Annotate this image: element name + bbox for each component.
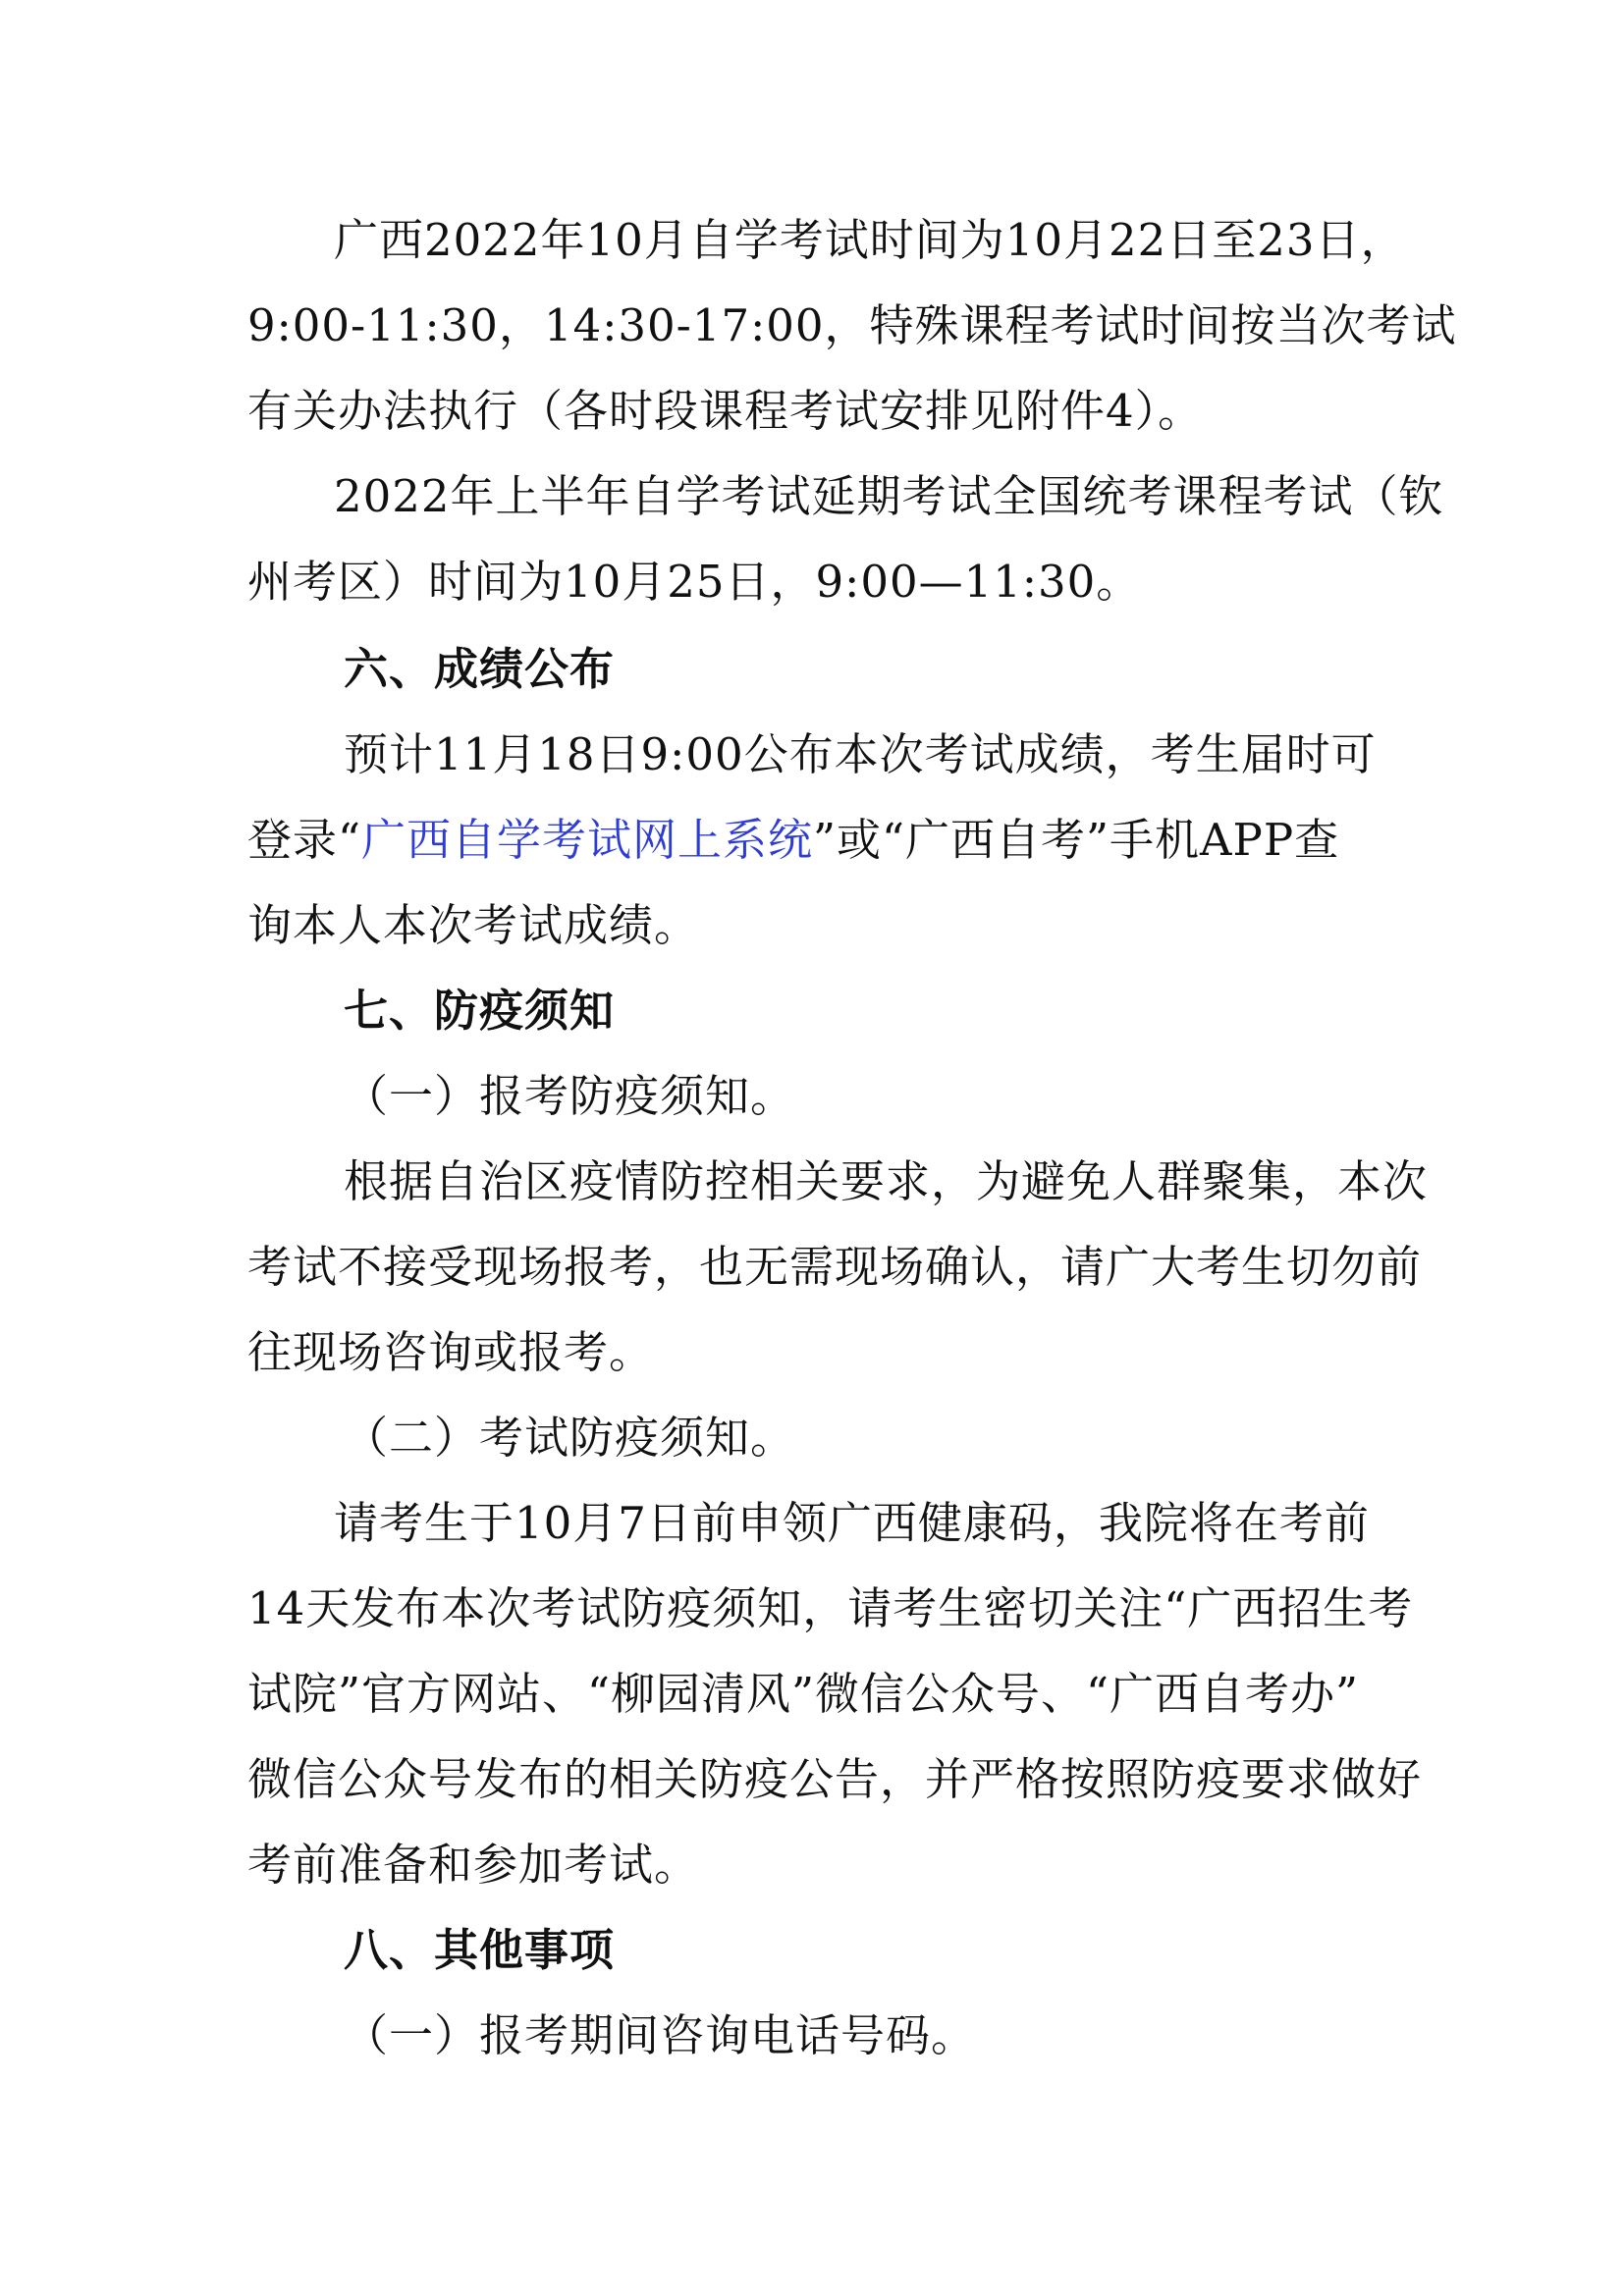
results-text-suffix: ”或“广西自考”手机APP查 bbox=[813, 814, 1340, 866]
paragraph-exam-time-line-2: 9:00-11:30，14:30-17:00，特殊课程考试时间按当次考试 bbox=[247, 299, 1457, 351]
paragraph-exam-time-line-3: 有关办法执行（各时段课程考试安排见附件4）。 bbox=[247, 385, 1204, 437]
paragraph-registration-line-3: 往现场咨询或报考。 bbox=[247, 1326, 655, 1378]
section-heading-other: 八、其他事项 bbox=[344, 1924, 616, 1976]
paragraph-exam-time-line-1: 广西2022年10月自学考试时间为10月22日至23日， bbox=[334, 214, 1406, 266]
subheading-consult-phone: （一）报考期间咨询电话号码。 bbox=[344, 2009, 977, 2061]
paragraph-results-line-3: 询本人本次考试成绩。 bbox=[247, 899, 700, 951]
section-heading-results: 六、成绩公布 bbox=[344, 643, 616, 695]
paragraph-exam-epidemic-line-3: 试院”官方网站、“柳园清风”微信公众号、“广西自考办” bbox=[247, 1668, 1360, 1720]
paragraph-exam-epidemic-line-5: 考前准备和参加考试。 bbox=[247, 1839, 700, 1891]
paragraph-delayed-exam-line-1: 2022年上半年自学考试延期考试全国统考课程考试（钦 bbox=[334, 470, 1444, 522]
online-system-link[interactable]: 广西自学考试网上系统 bbox=[361, 814, 814, 866]
paragraph-delayed-exam-line-2: 州考区）时间为10月25日，9:00—11:30。 bbox=[247, 556, 1142, 608]
section-heading-epidemic: 七、防疫须知 bbox=[344, 985, 616, 1037]
results-text-prefix: 登录“ bbox=[247, 814, 362, 866]
paragraph-exam-epidemic-line-2: 14天发布本次考试防疫须知，请考生密切关注“广西招生考 bbox=[247, 1582, 1414, 1634]
paragraph-registration-line-2: 考试不接受现场报考，也无需现场确认，请广大考生切勿前 bbox=[247, 1241, 1423, 1293]
paragraph-registration-line-1: 根据自治区疫情防控相关要求，为避免人群聚集，本次 bbox=[344, 1155, 1429, 1207]
subheading-exam-epidemic: （二）考试防疫须知。 bbox=[344, 1412, 796, 1464]
paragraph-results-line-2 bbox=[247, 811, 1386, 870]
paragraph-results-line-1: 预计11月18日9:00公布本次考试成绩，考生届时可 bbox=[344, 728, 1377, 780]
paragraph-exam-epidemic-line-4: 微信公众号发布的相关防疫公告，并严格按照防疫要求做好 bbox=[247, 1753, 1423, 1805]
subheading-registration-epidemic: （一）报考防疫须知。 bbox=[344, 1070, 796, 1122]
paragraph-exam-epidemic-line-1: 请考生于10月7日前申领广西健康码，我院将在考前 bbox=[334, 1497, 1370, 1549]
